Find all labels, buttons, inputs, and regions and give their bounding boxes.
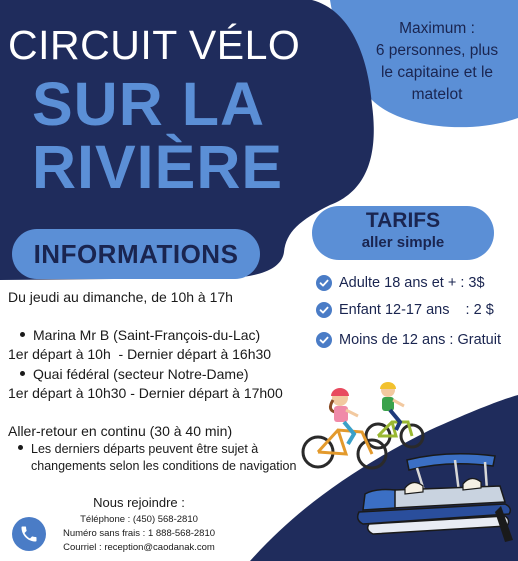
note-line-2: changements selon les conditions de navigation xyxy=(31,459,297,473)
bullet-icon xyxy=(20,371,25,376)
note-text: Les derniers départs peuvent être sujet à xyxy=(31,442,259,456)
tarifs-heading: TARIFS xyxy=(365,209,441,232)
location-times: 1er départ à 10h30 - Dernier départ à 17h00 xyxy=(8,385,283,401)
note-line-1 xyxy=(18,442,258,456)
round-trip-text: Aller-retour en continu (30 à 40 min) xyxy=(8,423,233,439)
contact-heading: Nous rejoindre : xyxy=(93,495,185,510)
tarifs-subheading: aller simple xyxy=(361,234,445,251)
location-times: 1er départ à 10h - Dernier départ à 16h30 xyxy=(8,346,272,362)
informations-heading-pill xyxy=(12,229,260,279)
title-line-2: SUR LA xyxy=(32,70,266,138)
location-name: Marina Mr B (Saint-François-du-Lac) xyxy=(33,327,261,343)
capacity-line-1: Maximum : xyxy=(399,20,475,37)
tarifs-heading-pill xyxy=(312,206,494,260)
contact-tollfree: Numéro sans frais : 1 888-568-2810 xyxy=(62,528,216,539)
contact-phone: Téléphone : (450) 568-2810 xyxy=(80,514,198,525)
tarif-item-adult xyxy=(316,275,485,291)
pontoon-boat-illustration xyxy=(355,450,515,545)
phone-icon xyxy=(12,517,46,551)
contact-email: Courriel : reception@caodanak.com xyxy=(63,542,215,553)
tarif-item-label: Moins de 12 ans : Gratuit xyxy=(339,332,501,348)
location-name: Quai fédéral (secteur Notre-Dame) xyxy=(33,366,249,382)
check-circle-icon xyxy=(316,275,332,291)
location-item xyxy=(20,366,249,382)
tarif-item-youth xyxy=(316,302,494,318)
capacity-line-3: le capitaine et le xyxy=(380,64,494,81)
tarif-item-child xyxy=(316,332,501,348)
schedule-text: Du jeudi au dimanche, de 10h à 17h xyxy=(8,289,233,305)
capacity-note xyxy=(362,18,512,106)
informations-heading: INFORMATIONS xyxy=(33,238,239,269)
bullet-icon xyxy=(18,445,23,450)
tarif-item-label: Enfant 12-17 ans : 2 $ xyxy=(339,302,494,318)
title-line-3: RIVIÈRE xyxy=(32,133,284,201)
check-circle-icon xyxy=(316,332,332,348)
capacity-line-2: 6 personnes, plus xyxy=(375,42,499,59)
title-line-1: CIRCUIT VÉLO xyxy=(8,22,301,68)
bullet-icon xyxy=(20,332,25,337)
tarif-item-label: Adulte 18 ans et + : 3$ xyxy=(339,275,485,291)
check-circle-icon xyxy=(316,302,332,318)
location-item xyxy=(20,327,260,343)
capacity-line-4: matelot xyxy=(411,86,463,103)
